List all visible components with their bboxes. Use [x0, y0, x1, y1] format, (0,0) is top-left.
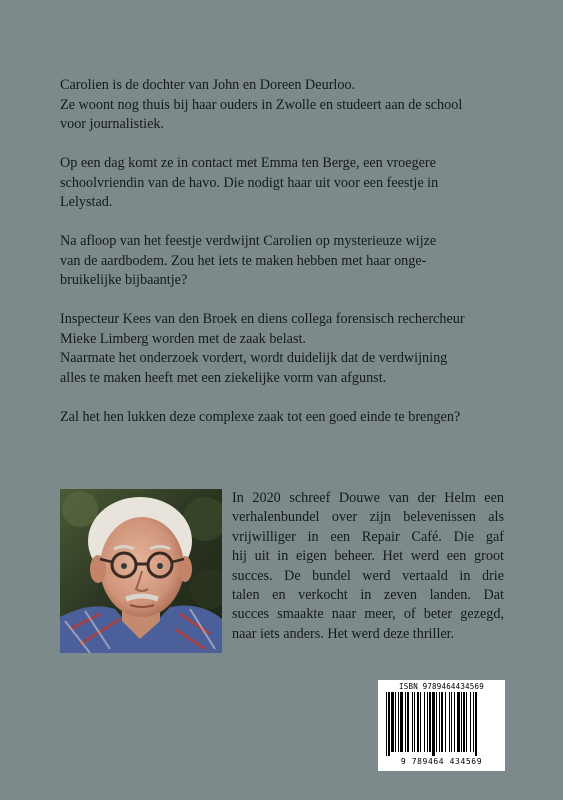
blurb-line: Carolien is de dochter van John en Doreen Deurloo.: [60, 77, 356, 93]
blurb-line: schoolvriendin van de havo. Die nodigt haar uit voor een feestje in: [60, 174, 439, 191]
barcode-bar: [454, 692, 455, 752]
blurb-line: Ze woont nog thuis bij haar ouders in Zwolle en studeert aan de school: [60, 96, 463, 113]
blurb-line: Mieke Limberg worden met de zaak belast.: [60, 330, 306, 347]
barcode-bar: [412, 692, 413, 752]
blurb-line: Naarmate het onderzoek vordert, wordt duidelijk dat de verdwijning: [60, 350, 448, 366]
bio-line: succes. De bundel werd vertaald in drie: [232, 567, 504, 584]
barcode-bar: [457, 692, 460, 752]
barcode-bar: [427, 692, 428, 752]
blurb-paragraph-1: [60, 76, 520, 135]
bio-line: In 2020 schreef Douwe van der Helm een: [232, 490, 504, 506]
bio-line: naar iets anders. Het werd deze thriller.: [232, 625, 455, 642]
barcode-bar: [461, 692, 462, 752]
blurb-line: alles te maken heeft met een ziekelijke vorm van afgunst.: [60, 369, 387, 386]
blurb-line: Op een dag komt ze in contact met Emma ten Berge, een vroegere: [60, 155, 436, 171]
isbn-label: ISBN 9789464434569: [399, 682, 484, 691]
author-bio: [232, 489, 504, 644]
barcode-bar: [451, 692, 452, 752]
blurb-line: van de aardbodem. Zou het iets te maken hebben met haar onge-: [60, 252, 427, 269]
blurb-line: voor journalistiek.: [60, 116, 165, 132]
barcode-bar: [417, 692, 419, 752]
blurb-line: Inspecteur Kees van den Broek en diens collega forensisch rechercheur: [60, 311, 465, 327]
barcode-bar: [405, 692, 406, 752]
barcode-bar: [470, 692, 471, 752]
blurb-line: Na afloop van het feestje verdwijnt Carolien op mysterieuze wijze: [60, 233, 437, 249]
barcode-bar: [449, 692, 450, 752]
blurb-line: bruikelijke bijbaantje?: [60, 272, 188, 288]
barcode-bar: [475, 692, 477, 756]
blurb-line: Zal het hen lukken deze complexe zaak tot een goed einde te brengen?: [60, 408, 461, 425]
blurb-paragraph-2: [60, 154, 520, 213]
barcode-bar: [441, 692, 443, 752]
isbn-digits: 9 789464 434569: [400, 757, 483, 766]
bio-line: verhalenbundel over zijn belevenissen als: [232, 509, 504, 526]
barcode-bar: [391, 692, 394, 752]
barcode-bar: [436, 692, 437, 752]
bio-line: vrijwilliger in een Repair Café. Die gaf: [232, 528, 504, 545]
barcode-bar: [463, 692, 465, 752]
barcode-bar: [429, 692, 431, 752]
barcode-bar: [466, 692, 467, 752]
barcode-bar: [400, 692, 403, 752]
bio-line: talen en verkocht in zeven landen. Dat: [232, 587, 504, 604]
barcode-bar: [424, 692, 425, 752]
barcode-bar: [445, 692, 446, 752]
blurb-line: Lelystad.: [60, 194, 113, 210]
blurb-paragraph-3: [60, 232, 520, 291]
barcode-bar: [395, 692, 396, 752]
isbn-barcode: [378, 680, 505, 771]
barcode-bars: [378, 692, 505, 758]
blurb-paragraph-5: [60, 408, 520, 428]
barcode-bar: [439, 692, 440, 752]
barcode-bar: [473, 692, 474, 752]
barcode-bar: [398, 692, 399, 752]
barcode-bar: [407, 692, 409, 752]
author-portrait-illustration: [60, 489, 222, 653]
barcode-bar: [386, 692, 387, 756]
bio-line: hij uit in eigen beheer. Het werd een groot: [232, 548, 504, 565]
barcode-bar: [388, 692, 390, 756]
blurb-paragraph-4: [60, 310, 520, 388]
barcode-bar: [432, 692, 435, 756]
barcode-bar: [420, 692, 421, 752]
blurb: [60, 76, 520, 447]
author-photo: [60, 489, 222, 653]
barcode-bar: [414, 692, 415, 752]
bio-line: succes smaakte naar meer, of beter gezegd,: [232, 606, 504, 623]
